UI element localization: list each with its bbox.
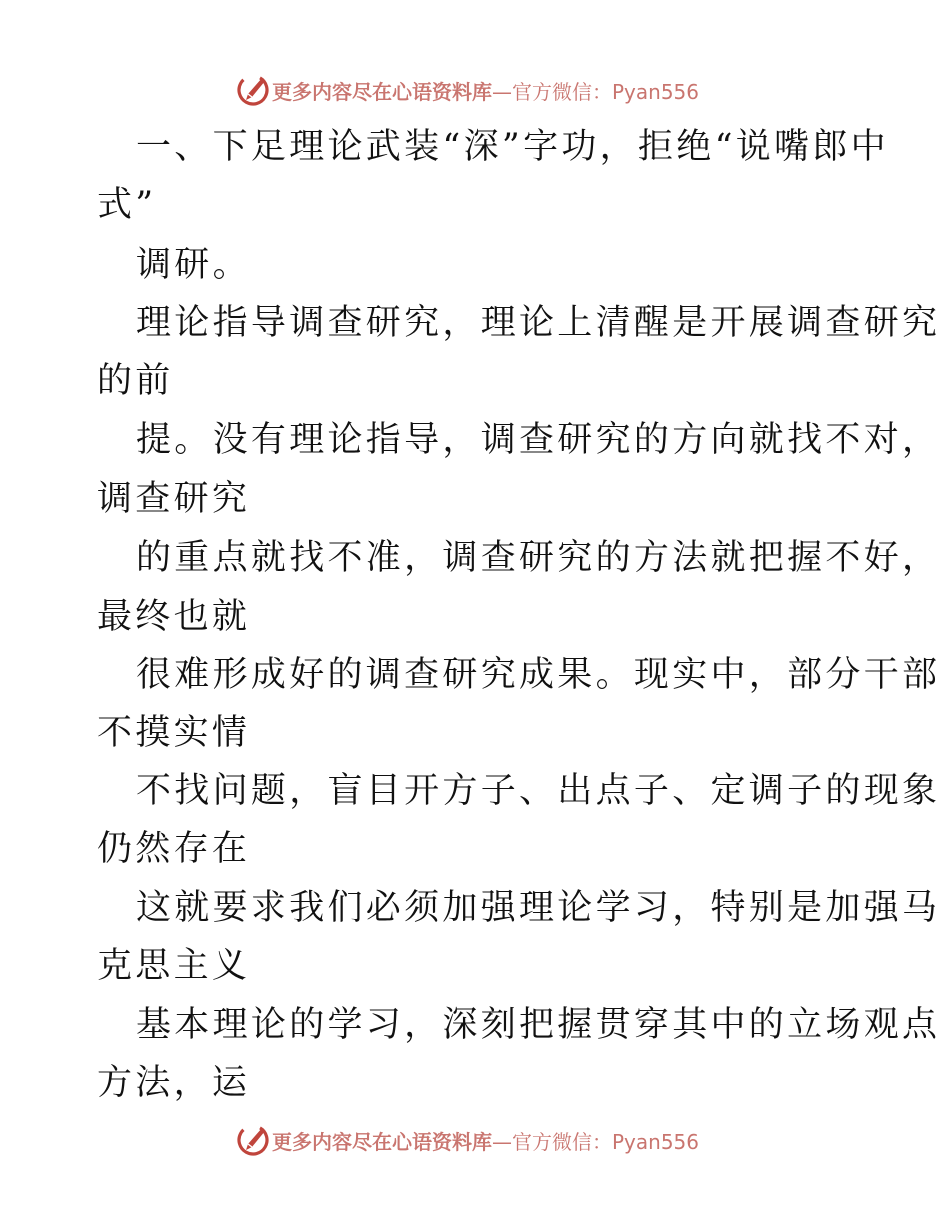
header-watermark xyxy=(236,72,699,108)
text-line: 理论指导调查研究，理论上清醒是开展调查研究 xyxy=(136,303,941,343)
text-line: 的前 xyxy=(97,361,174,401)
brand-text: 更多内容尽在心语资料库 xyxy=(272,1129,492,1154)
text-line: 式” xyxy=(97,185,157,225)
text-line: 不摸实情 xyxy=(97,713,251,753)
wechat-text: —官方微信：Pyan556 xyxy=(492,79,700,104)
text-line: 调研。 xyxy=(136,245,251,285)
text-line: 这就要求我们必须加强理论学习，特别是加强马 xyxy=(136,888,941,928)
text-line: 调查研究 xyxy=(97,479,251,519)
text-line: 提。没有理论指导，调查研究的方向就找不对， xyxy=(136,420,941,460)
text-line: 的重点就找不准，调查研究的方法就把握不好， xyxy=(136,538,941,578)
text-line: 方法，运 xyxy=(97,1063,251,1103)
text-line: 不找问题，盲目开方子、出点子、定调子的现象 xyxy=(136,771,941,811)
footer-watermark xyxy=(236,1122,699,1158)
text-line: 克思主义 xyxy=(97,946,251,986)
text-line: 仍然存在 xyxy=(97,829,251,869)
text-line: 很难形成好的调查研究成果。现实中，部分干部 xyxy=(136,655,941,695)
text-line: 最终也就 xyxy=(97,597,251,637)
quill-logo-icon xyxy=(236,1123,270,1157)
wechat-text: —官方微信：Pyan556 xyxy=(492,1129,700,1154)
text-line: 基本理论的学习，深刻把握贯穿其中的立场观点 xyxy=(136,1005,941,1045)
brand-text: 更多内容尽在心语资料库 xyxy=(272,79,492,104)
text-line: 一、下足理论武装“深”字功，拒绝“说嘴郎中 xyxy=(136,127,889,167)
quill-logo-icon xyxy=(236,73,270,107)
